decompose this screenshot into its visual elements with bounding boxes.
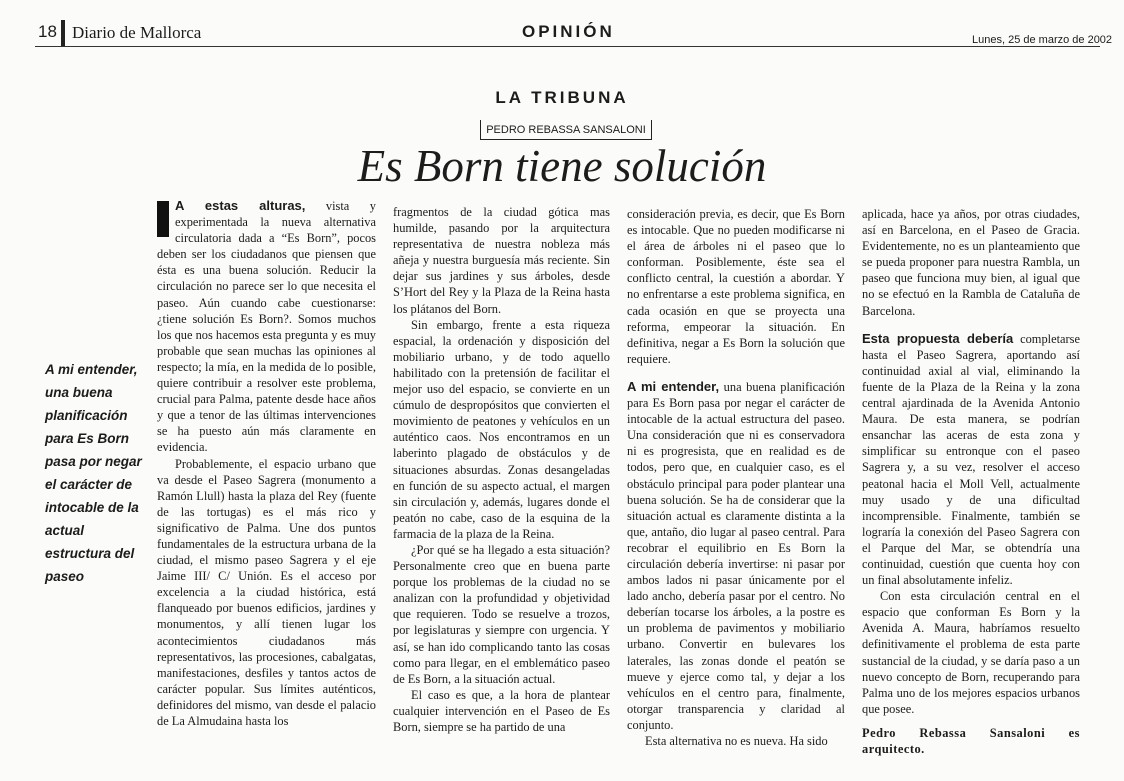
article-column-4 (862, 206, 1080, 757)
paragraph: Probablemente, el espacio urbano que va desde el Paseo Sagrera (monumento a Ramón Llull) hasta la plaza del Rey (fuente de las tortugas) es el más rico y significativo de Palma. Une dos puntos fundamentales de la estructura urbana de la ciudad, el mismo paseo Sagrera y el eje Jaime III/ C/ Unión. Es el acceso por excelencia a la ciudad histórica, está flanqueado por buenos edificios, jardines y monumentos, y allí tienen lugar los acontecimientos ciudadanos más representativos, las procesiones, cabalgatas, manifestaciones, desfiles y tantos actos de carácter popular. Sus límites auténticos, definidores del mismo, van desde el palacio de La Almudaina hasta los (157, 456, 376, 728)
paragraph: El caso es que, a la hora de plantear cualquier intervención en el Paseo de Es Born, siempre se ha partido de una (393, 687, 610, 734)
article-column-1 (157, 198, 376, 729)
lead-in: A mi entender, (627, 378, 720, 394)
article-column-3 (627, 206, 845, 749)
paragraph: Sin embargo, frente a esta riqueza espacial, la ordenación y disposición del mobiliario urbano, y de todo aquello habilitado con la pretensión de facilitar el mejor uso del espacio, se convierte en un cúmulo de despropósitos que convierten el movimiento de peatones y vehículos en un auténtico caos. Nos encontramos en un laberinto plagado de obstáculos y de situaciones absurdas. Zonas desangeladas en función de su aspecto actual, el margen sin circulación y, además, lugares donde el peatón no cabe, caso de la esquina de la farmacia de la plaza de la Reina. (393, 317, 610, 541)
newspaper-name: Diario de Mallorca (72, 23, 202, 42)
paragraph-text: completarse hasta el Paseo Sagrera, aportando así continuidad axial al vial, eliminando la fuente de la Plaza de la Reina y la zona central ajardinada de la Avenida Antonio Maura. De esta manera, se podrían ensanchar las aceras de esta zona y simplificar su entronque con el paseo Sagrera y, a su vez, resolver el acceso peatonal hacia el Moll Vell, actualmente muy usado y de una dificultad incomprensible. Finalmente, también se lograría la conexión del Paseo Sagrera con el Parque del Mar, se obtendría una continuidad, cuestión que cuenta hoy con un final absolutamente infeliz. (862, 331, 1080, 588)
paragraph: ¿Por qué se ha llegado a esta situación? Personalmente creo que en buena parte porque los problemas de la ciudad no se analizan con la profundidad y objetividad que requieren. Todo se resuelve a trozos, por legislaturas y siempre con urgencia. Y así, se han ido complicando tanto las cosas como para llegar, en el emblemático paseo de Es Born, a la situación actual. (393, 542, 610, 686)
paragraph-text: vista y experimentada la nueva alternativa circulatoria dada a “Es Born”, pocos deben ser los ciudadanos que piensen que ésta es una buena solución. Reducir la circulación no parece ser lo que necesita el paseo. Aún cuando cabe cuestionarse: ¿tiene solución Es Born?. Somos muchos los que nos hacemos esta pregunta y es muy probable que sean muchas las opiniones al respecto; la mía, en la medida de lo posible, quiere contribuir a resolver este problema, crucial para Palma, patente desde hace años y que a tenor de las últimas intervenciones se ha puesto aún más claramente en evidencia. (157, 199, 376, 455)
paragraph: Esta alternativa no es nueva. Ha sido (645, 734, 828, 748)
issue-date: Lunes, 25 de marzo de 2002 (972, 34, 1113, 46)
header-divider (61, 20, 65, 46)
article-column-2 (393, 204, 610, 735)
page-number: 18 (38, 22, 57, 41)
column-kicker: LA TRIBUNA (495, 88, 629, 107)
paragraph (862, 331, 1080, 589)
paragraph (627, 379, 845, 733)
lead-in: Esta propuesta debería (862, 330, 1014, 346)
paragraph: aplicada, hace ya años, por otras ciudades, así en Barcelona, en el Paseo de Gracia. Evidentemente, no es un planteamiento que se pueda proponer para nuestra Rambla, un paseo que funciona muy bien, al igual que no se efectuó en la Rambla de Cataluña de Barcelona. (862, 207, 1080, 318)
paragraph-text: una buena planificación para Es Born pasa por negar el carácter de intocable de la actual estructura del paseo. Una consideración que ni es conservadora ni es progresista, que en realidad es de todos, pero que, en cualquier caso, es el obstáculo principal para poder plantear una buena solución. Se ha de considerar que la situación actual es claramente distinta a la que, antaño, dio lugar al paseo central. Para recobrar el equilibrio en Es Born la circulación debería invertirse: ni pasar por ambos lados ni pasar únicamente por el lado ancho, debería pasar por el centro. No deberían tocarse los árboles, a la postre es un problema de pavimentos y mobiliario urbano. Convertir en bulevares los laterales, las zonas donde el peatón se mueve y ejerce como tal, y dejar a los vehículos en el centro para, finalmente, otorgar transparencia y claridad al conjunto. (627, 379, 845, 732)
drop-cap-bar (157, 201, 169, 237)
paragraph (157, 198, 376, 456)
paragraph: consideración previa, es decir, que Es Born es intocable. Que no pueden modificarse ni el área de árboles ni el paseo que lo conforman. Posiblemente, éste sea el conflicto central, la cuestión a abordar. Y no enfrentarse a este problema significa, en cada ocasión en que se proyecta una reforma, empeorar la situación. En definitiva, negar a Es Born la solución que requiere. (627, 207, 845, 366)
author-signature: Pedro Rebassa Sansaloni es arquitecto. (862, 725, 1080, 756)
headline: Es Born tiene solución (357, 141, 767, 191)
paragraph: Con esta circulación central en el espacio que conforman Es Born y la Avenida A. Maura, habríamos resuelto definitivamente el problema de esta parte sustancial de la ciudad, y se daría paso a un nuevo concepto de Born, recuperando para Palma uno de los mejores espacios urbanos que posee. (862, 589, 1080, 716)
author-byline (480, 120, 652, 140)
header-rule (35, 46, 1100, 47)
section-title: OPINIÓN (522, 22, 615, 41)
author-name: PEDRO REBASSA SANSALONI (486, 124, 646, 136)
lead-in: A estas alturas, (175, 198, 306, 213)
paragraph: fragmentos de la ciudad gótica mas humilde, pasando por la arquitectura representativa de nuestra nobleza más añeja y nuestra burguesía más reciente. Sin dejar sus jardines y sus árboles, desde S’Hort del Rey y la Plaza de la Reina hasta los plátanos del Born. (393, 205, 610, 316)
pull-quote: A mi entender, una buena planificación para Es Born pasa por negar el carácter de intocable de la actual estructura del paseo (45, 362, 142, 584)
